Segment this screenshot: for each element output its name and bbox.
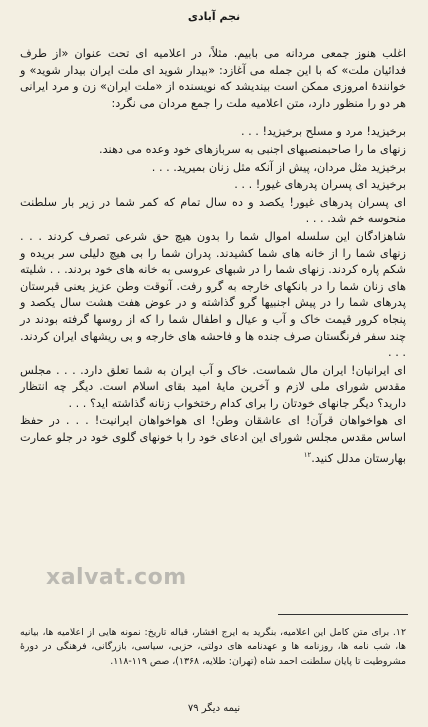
- quote-paragraph-iranians: ای ایرانیان! ایران مال شماست. خاک و آب ایران به شما تعلق دارد. . . . مجلس مقدس شورای ملی لازم و آخرین مایهٔ امید بقای اسلام است. دیگر چه انتظار دارید؟ دیگر جانهای خودتان را برای کدام رختخواب زنانه گذاشته اید؟ . . .: [20, 363, 406, 410]
- footnote-marker: ۱۲: [303, 450, 312, 459]
- quote-paragraph-monarchy: ای پسران پدرهای غیور! یکصد و ده سال تمام که کمر شما در زیر بار سلطنت منحوسه خم شد. . . .: [20, 195, 406, 226]
- page-number: نیمه دیگر ۷۹: [187, 703, 241, 714]
- quote-paragraph-princes: شاهزادگان این سلسله اموال شما را بدون هیچ حق شرعی تصرف کردند . . . زنهای شما را از خانه های شما کشیدند. پدران شما را بی هیچ دلیلی سر بریده و شکم پاره کردند. زنهای شما را در شبهای عروسی به خانه های خود بردند. . . شلیته های زنان شما را در بانکهای خارجه به گرو رفت. آنوقت وطن عزیز یعنی قبرستان پدرهای شما را در پیش اجنبیها گرو گذاشته و در عوض هفت هشت سال یکصد و پنجاه کرور قیمت خاک و آب و عیال و اطفال شما را که از روسها گرفته بودند در چند سفر فرنگستان صرف جنده ها و فاحشه های خارجه و بی ریشهای ایران کردند. . . .: [20, 229, 406, 360]
- quote-patriots-text: ای هواخواهان قرآن! ای عاشقان وطن! ای هواخواهان ایرانیت! . . . در حفظ اساس مقدس مجلس شورای این ادعای خود را با خونهای گلوی خود در جلو عمارت بهارستان مدلل کنید.: [20, 414, 406, 465]
- footnote-12: ۱۲. برای متن کامل این اعلامیه، بنگرید به ایرج افشار، قباله تاریخ: نمونه هایی از اعلامیه ها، بیانیه ها، شب نامه ها، روزنامه ها و عهدنامه های دولتی، حزبی، سیاسی، بازرگانی، فرهنگی در دورهٔ مشروطیت تا پایان سلطنت احمد شاه (تهران: طلایه، ۱۳۶۸)، صص ۱۱۹-۱۱۸.: [20, 627, 406, 667]
- footnote-divider: [278, 614, 408, 615]
- watermark: xalvat.com: [46, 565, 187, 590]
- quote-line-like-men: برخیزید مثل مردان، پیش از آنکه مثل زنان بمیرید. . . .: [151, 160, 406, 174]
- body-text: [20, 46, 406, 467]
- quote-line-wives: زنهای ما را صاحبمنصبهای اجنبی به سربازهای خود وعده می دهند.: [99, 142, 406, 156]
- quote-line-rise-up: برخیزید! مرد و مسلح برخیزید! . . .: [240, 125, 406, 139]
- intro-paragraph: اغلب هنوز جمعی مردانه می بابیم. مثلاً، در اعلامیه ای تحت عنوان «از طرف فدائیان ملت» که با این جمله می آغازد: «بیدار شوید ای ملت ایران بیدار شوید» و خوانندهٔ امروزی ممکن است بیندیشد که نویسنده از «ملت ایران» زن و مرد ایرانی هر دو را منظور دارد، متن اعلامیه ملت را جمع مردان می نگرد:: [20, 47, 406, 110]
- quote-paragraph-patriots: [20, 413, 406, 467]
- quote-line-sons: برخیزید ای پسران پدرهای غیور! . . .: [234, 178, 406, 192]
- running-header: نجم آبادی: [187, 10, 241, 23]
